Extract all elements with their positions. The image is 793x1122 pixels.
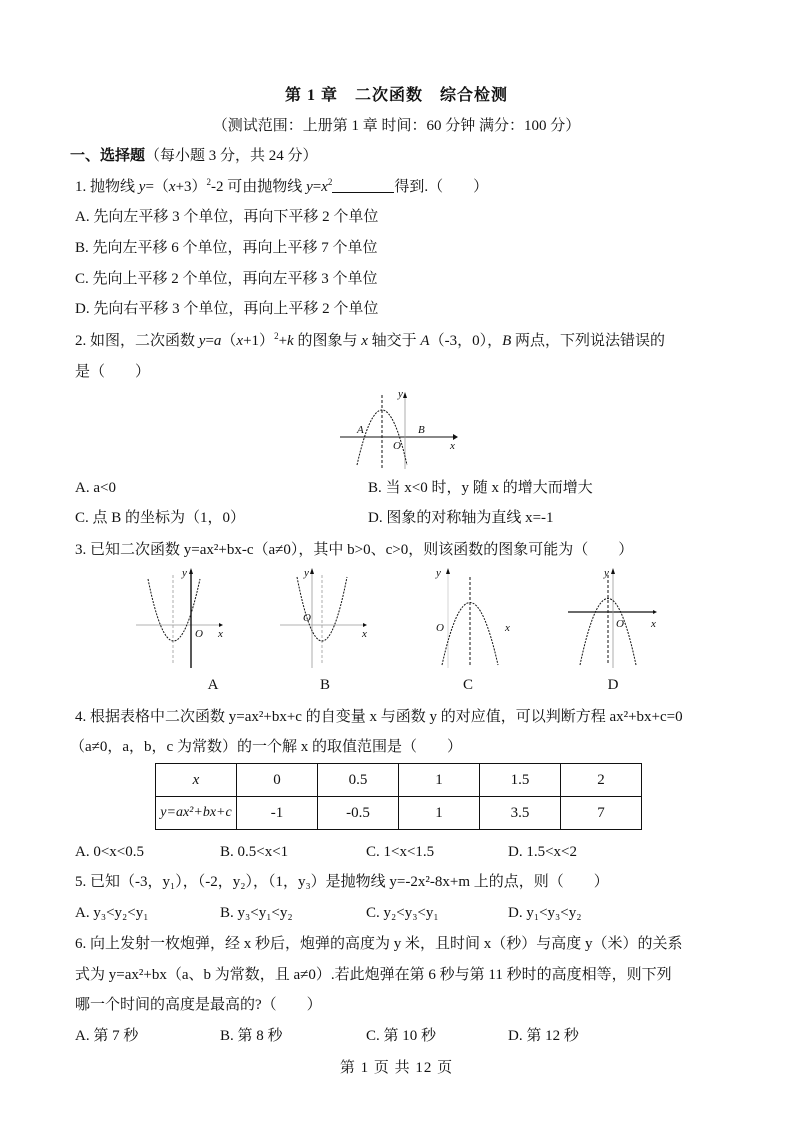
q2-option-a[interactable]: A. a<0: [75, 480, 116, 496]
q5-option-d[interactable]: D. y₁<y₃<y₂: [508, 905, 582, 921]
origin-label: O: [303, 612, 311, 624]
x-label: x: [218, 628, 223, 640]
q3-graph-d[interactable]: [565, 565, 665, 670]
q3-graph-label-d: D: [607, 677, 619, 693]
origin-label: O: [616, 618, 624, 630]
section-title: 一、选择题: [70, 148, 146, 164]
q6-option-d[interactable]: D. 第 12 秒: [508, 1028, 579, 1044]
answer-blank[interactable]: [332, 177, 394, 193]
page-number: 第 1 页 共 12 页: [339, 1060, 454, 1076]
section-note: （每小题 3 分，共 24 分）: [145, 148, 318, 164]
q1-option-c[interactable]: C. 先向上平移 2 个单位，再向左平移 3 个单位: [75, 271, 378, 287]
x-label: x: [362, 628, 367, 640]
q1-option-d[interactable]: D. 先向右平移 3 个单位，再向上平移 2 个单位: [75, 301, 379, 317]
table-cell: 0: [237, 764, 318, 797]
stem-text: 抛物线: [90, 179, 139, 195]
table-cell: -0.5: [318, 797, 399, 830]
stem-text: 可由抛物线: [227, 179, 307, 195]
y-axis-arrow: [611, 568, 615, 574]
q6-option-a[interactable]: A. 第 7 秒: [75, 1028, 139, 1044]
table-cell: -1: [237, 797, 318, 830]
q6-option-b[interactable]: B. 第 8 秒: [220, 1028, 283, 1044]
q1-option-a[interactable]: A. 先向左平移 3 个单位，再向下平移 2 个单位: [75, 209, 379, 225]
question-number: 1.: [75, 179, 87, 195]
question-2-stem: 2. 如图，二次函数 $y=a(x+1)^2+k$ 的图象与 x 轴交于 A（-3，0），B 两点，下列说法错误的: [75, 331, 666, 349]
table-cell: 1.5: [480, 764, 561, 797]
x-axis-arrow: [363, 623, 367, 627]
x-axis-arrow: [653, 610, 657, 614]
q5-option-a[interactable]: A. y₃<y₂<y₁: [75, 905, 149, 921]
table-row: [156, 764, 642, 797]
table-cell: 0.5: [318, 764, 399, 797]
point-a-label: A: [357, 424, 364, 436]
table-cell: 7: [561, 797, 642, 830]
y-label: y: [182, 567, 187, 579]
q6-option-c[interactable]: C. 第 10 秒: [366, 1028, 437, 1044]
table-cell: 1: [399, 764, 480, 797]
q2-parabola-figure: [335, 385, 460, 470]
x-label: x: [651, 618, 656, 630]
x-axis-arrow: [219, 623, 223, 627]
y-axis-arrow: [189, 568, 193, 574]
y-axis-arrow: [403, 392, 407, 398]
q3-graph-a[interactable]: [133, 565, 233, 670]
question-3-stem: 3. 已知二次函数 y=ax²+bx-c（a≠0），其中 b>0、c>0，则该函数的图象可能为（ ）: [75, 542, 634, 558]
table-cell: 1: [399, 797, 480, 830]
parabola: [148, 579, 200, 641]
q2-option-d[interactable]: D. 图象的对称轴为直线 x=-1: [368, 510, 554, 526]
value-table: [155, 763, 642, 830]
q3-graph-c[interactable]: [425, 565, 525, 670]
question-2-stem-line2: 是（ ）: [75, 364, 151, 380]
point-b-label: B: [418, 424, 425, 436]
q3-graph-b[interactable]: [275, 565, 375, 670]
q4-option-b[interactable]: B. 0.5<x<1: [220, 844, 289, 860]
q3-graph-label-c: C: [462, 677, 473, 693]
x-label: x: [505, 622, 510, 634]
y-label: y: [398, 388, 403, 400]
table-cell: 3.5: [480, 797, 561, 830]
origin-label: O: [393, 440, 401, 452]
question-5-stem: 5. 已知（-3，y₁），（-2，y₂），（1，y₃）是抛物线 y=-2x²-8x+m 上的点，则（ ）: [75, 874, 609, 890]
y-label: y: [304, 567, 309, 579]
question-4-stem-line2: （a≠0，a，b，c 为常数）的一个解 x 的取值范围是（ ）: [70, 739, 462, 755]
q4-option-a[interactable]: A. 0<x<0.5: [75, 844, 145, 860]
question-6-stem-line3: 哪一个时间的高度是最高的?（ ）: [75, 997, 322, 1013]
question-1-stem: 1. 抛物线 $y=(x+3)^2-2$ 可由抛物线 $y=x^2$ 得到.（ ）: [75, 177, 489, 195]
row-header: y=ax²+bx+c: [156, 797, 237, 830]
y-axis-arrow: [446, 568, 450, 574]
exam-info: （测试范围：上册第 1 章 时间：60 分钟 满分：100 分）: [212, 118, 581, 134]
q2-option-b[interactable]: B. 当 x<0 时，y 随 x 的增大而增大: [368, 480, 593, 496]
question-6-stem: 6. 向上发射一枚炮弹，经 x 秒后，炮弹的高度为 y 米，且时间 x（秒）与高度 y（米）的关系: [75, 936, 683, 952]
q2-option-c[interactable]: C. 点 B 的坐标为（1，0）: [75, 510, 246, 526]
question-6-stem-line2: 式为 y=ax²+bx（a、b 为常数，且 a≠0）.若此炮弹在第 6 秒与第 11 秒时的高度相等，则下列: [75, 967, 672, 983]
x-label: x: [450, 440, 455, 452]
q1-option-b[interactable]: B. 先向左平移 6 个单位，再向上平移 7 个单位: [75, 240, 378, 256]
q3-graph-label-b: B: [319, 677, 330, 693]
y-label: y: [436, 567, 441, 579]
q4-option-d[interactable]: D. 1.5<x<2: [508, 844, 578, 860]
y-axis-arrow: [310, 568, 314, 574]
q4-option-c[interactable]: C. 1<x<1.5: [366, 844, 435, 860]
stem-text: 得到.（ ）: [394, 179, 489, 195]
question-4-stem: 4. 根据表格中二次函数 y=ax²+bx+c 的自变量 x 与函数 y 的对应值，可以判断方程 ax²+bx+c=0: [75, 709, 683, 725]
row-header: x: [156, 764, 237, 797]
page-title: 第 1 章 二次函数 综合检测: [284, 87, 508, 104]
y-label: y: [604, 567, 609, 579]
table-cell: 2: [561, 764, 642, 797]
q3-graph-label-a: A: [207, 677, 219, 693]
q5-option-c[interactable]: C. y₂<y₃<y₁: [366, 905, 439, 921]
origin-label: O: [436, 622, 444, 634]
section-heading: [70, 146, 318, 166]
q5-option-b[interactable]: B. y₃<y₁<y₂: [220, 905, 293, 921]
origin-label: O: [195, 628, 203, 640]
table-row: [156, 797, 642, 830]
